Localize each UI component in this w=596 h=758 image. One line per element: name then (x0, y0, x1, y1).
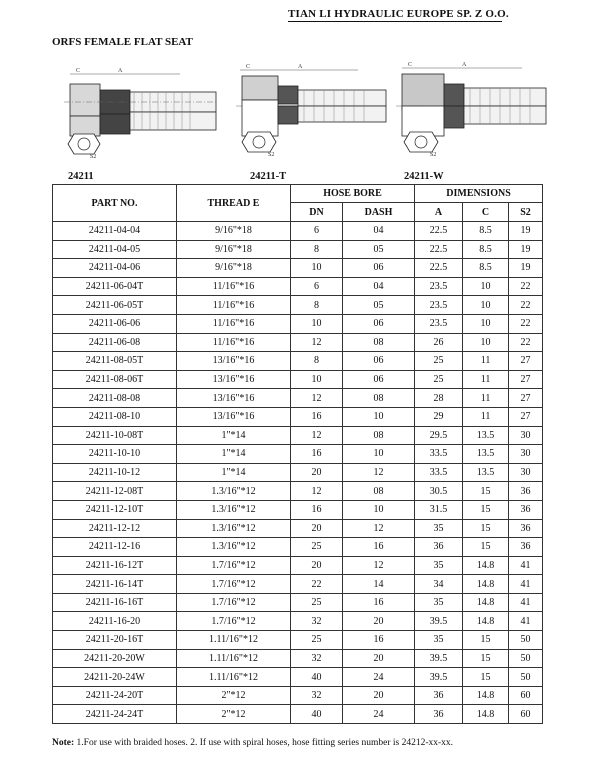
table-row (53, 407, 543, 426)
cell-a: 35 (415, 519, 463, 538)
cell-a: 29 (415, 407, 463, 426)
cell-thread: 11/16"*16 (177, 296, 291, 315)
cell-dash: 16 (343, 593, 415, 612)
table-row (53, 649, 543, 668)
cell-a: 36 (415, 538, 463, 557)
cell-s2: 19 (509, 240, 543, 259)
cell-dn: 12 (291, 333, 343, 352)
table-row (53, 222, 543, 241)
cell-dash: 24 (343, 705, 415, 724)
drawing-code-24211: 24211 (68, 171, 94, 182)
cell-dn: 32 (291, 686, 343, 705)
cell-part-no: 24211-06-04T (53, 277, 177, 296)
table-row (53, 538, 543, 557)
cell-s2: 41 (509, 593, 543, 612)
cell-a: 30.5 (415, 482, 463, 501)
cell-dn: 20 (291, 463, 343, 482)
header-dn: DN (291, 203, 343, 222)
cell-part-no: 24211-04-04 (53, 222, 177, 241)
cell-a: 29.5 (415, 426, 463, 445)
cell-dn: 32 (291, 649, 343, 668)
cell-c: 13.5 (463, 426, 509, 445)
table-row (53, 556, 543, 575)
cell-thread: 11/16"*16 (177, 314, 291, 333)
cell-part-no: 24211-08-05T (53, 352, 177, 371)
cell-s2: 36 (509, 538, 543, 557)
cell-s2: 60 (509, 705, 543, 724)
cell-dash: 10 (343, 407, 415, 426)
dim-label-a: A (298, 64, 303, 70)
note-label: Note: (52, 738, 75, 748)
cell-c: 14.8 (463, 556, 509, 575)
table-row (53, 259, 543, 278)
cell-c: 11 (463, 407, 509, 426)
dim-label-c: C (408, 62, 413, 68)
table-row (53, 631, 543, 650)
cell-s2: 36 (509, 500, 543, 519)
cell-part-no: 24211-10-12 (53, 463, 177, 482)
cell-s2: 22 (509, 333, 543, 352)
cell-s2: 50 (509, 649, 543, 668)
footnote (52, 738, 453, 748)
cell-thread: 1.3/16"*12 (177, 482, 291, 501)
drawing-code-24211-t: 24211-T (250, 171, 287, 182)
header-dimensions: DIMENSIONS (415, 185, 543, 203)
cell-dn: 12 (291, 426, 343, 445)
cell-s2: 36 (509, 519, 543, 538)
cell-dn: 8 (291, 352, 343, 371)
cell-dash: 05 (343, 240, 415, 259)
table-row (53, 686, 543, 705)
cell-c: 15 (463, 631, 509, 650)
cell-part-no: 24211-24-20T (53, 686, 177, 705)
cell-thread: 1.7/16"*12 (177, 612, 291, 631)
cell-a: 39.5 (415, 668, 463, 687)
cell-s2: 19 (509, 259, 543, 278)
header-part-no: PART NO. (53, 185, 177, 222)
cell-part-no: 24211-08-08 (53, 389, 177, 408)
cell-part-no: 24211-12-12 (53, 519, 177, 538)
cell-a: 35 (415, 593, 463, 612)
dim-label-s2: S2 (90, 154, 97, 160)
cell-dash: 16 (343, 538, 415, 557)
cell-thread: 13/16"*16 (177, 370, 291, 389)
cell-a: 22.5 (415, 222, 463, 241)
cell-s2: 36 (509, 482, 543, 501)
table-row (53, 240, 543, 259)
cell-thread: 9/16"*18 (177, 240, 291, 259)
dim-label-c: C (76, 68, 81, 74)
cell-thread: 1.7/16"*12 (177, 575, 291, 594)
cell-part-no: 24211-12-16 (53, 538, 177, 557)
page-title: ORFS FEMALE FLAT SEAT (52, 36, 193, 48)
cell-c: 15 (463, 538, 509, 557)
cell-dn: 8 (291, 296, 343, 315)
header-hose-bore: HOSE BORE (291, 185, 415, 203)
cell-thread: 1.7/16"*12 (177, 593, 291, 612)
cell-dn: 40 (291, 668, 343, 687)
cell-part-no: 24211-04-06 (53, 259, 177, 278)
dim-label-a: A (462, 62, 467, 68)
table-row (53, 668, 543, 687)
cell-dash: 12 (343, 463, 415, 482)
cell-part-no: 24211-04-05 (53, 240, 177, 259)
cell-s2: 30 (509, 463, 543, 482)
cell-dn: 6 (291, 222, 343, 241)
cell-s2: 27 (509, 407, 543, 426)
spec-table (52, 184, 543, 724)
cell-part-no: 24211-16-14T (53, 575, 177, 594)
cell-dn: 16 (291, 445, 343, 464)
cell-c: 11 (463, 389, 509, 408)
cell-dn: 25 (291, 631, 343, 650)
cell-dn: 32 (291, 612, 343, 631)
cell-s2: 50 (509, 668, 543, 687)
cell-part-no: 24211-24-24T (53, 705, 177, 724)
cell-dash: 05 (343, 296, 415, 315)
cell-dash: 12 (343, 556, 415, 575)
cell-part-no: 24211-06-08 (53, 333, 177, 352)
cell-a: 31.5 (415, 500, 463, 519)
cell-part-no: 24211-12-10T (53, 500, 177, 519)
cell-thread: 11/16"*16 (177, 333, 291, 352)
cell-c: 11 (463, 370, 509, 389)
cell-s2: 27 (509, 370, 543, 389)
cell-c: 10 (463, 333, 509, 352)
cell-a: 22.5 (415, 240, 463, 259)
cell-thread: 1.3/16"*12 (177, 519, 291, 538)
cell-part-no: 24211-08-06T (53, 370, 177, 389)
table-row (53, 277, 543, 296)
cell-dash: 06 (343, 352, 415, 371)
cell-a: 35 (415, 631, 463, 650)
table-row (53, 389, 543, 408)
cell-thread: 1"*14 (177, 463, 291, 482)
cell-thread: 1.11/16"*12 (177, 649, 291, 668)
cell-part-no: 24211-16-12T (53, 556, 177, 575)
cell-dash: 04 (343, 222, 415, 241)
cell-dn: 16 (291, 500, 343, 519)
table-row (53, 500, 543, 519)
cell-s2: 22 (509, 277, 543, 296)
cell-thread: 2"*12 (177, 686, 291, 705)
cell-c: 13.5 (463, 445, 509, 464)
cell-thread: 1.11/16"*12 (177, 668, 291, 687)
cell-part-no: 24211-12-08T (53, 482, 177, 501)
cell-thread: 9/16"*18 (177, 222, 291, 241)
cell-thread: 1.3/16"*12 (177, 538, 291, 557)
table-row (53, 296, 543, 315)
cell-s2: 19 (509, 222, 543, 241)
cell-dn: 20 (291, 556, 343, 575)
cell-c: 14.8 (463, 593, 509, 612)
cell-c: 14.8 (463, 612, 509, 631)
cell-dn: 6 (291, 277, 343, 296)
fitting-drawing-24211 (50, 60, 220, 160)
table-row (53, 426, 543, 445)
cell-a: 35 (415, 556, 463, 575)
fitting-drawing-24211-w (392, 60, 548, 160)
dim-label-a: A (118, 68, 123, 74)
cell-a: 26 (415, 333, 463, 352)
cell-a: 33.5 (415, 463, 463, 482)
cell-c: 15 (463, 649, 509, 668)
cell-c: 10 (463, 296, 509, 315)
cell-a: 25 (415, 370, 463, 389)
cell-s2: 41 (509, 612, 543, 631)
cell-a: 33.5 (415, 445, 463, 464)
cell-c: 8.5 (463, 259, 509, 278)
cell-c: 8.5 (463, 222, 509, 241)
cell-dn: 25 (291, 593, 343, 612)
cell-dn: 8 (291, 240, 343, 259)
cell-dn: 10 (291, 370, 343, 389)
cell-part-no: 24211-08-10 (53, 407, 177, 426)
table-row (53, 463, 543, 482)
cell-part-no: 24211-16-20 (53, 612, 177, 631)
cell-a: 23.5 (415, 277, 463, 296)
table-row (53, 612, 543, 631)
cell-a: 36 (415, 686, 463, 705)
cell-dash: 06 (343, 314, 415, 333)
cell-dash: 10 (343, 500, 415, 519)
cell-c: 14.8 (463, 705, 509, 724)
cell-c: 15 (463, 500, 509, 519)
cell-c: 8.5 (463, 240, 509, 259)
cell-thread: 1"*14 (177, 426, 291, 445)
dim-label-s2: S2 (430, 152, 437, 158)
cell-c: 15 (463, 482, 509, 501)
cell-dash: 14 (343, 575, 415, 594)
cell-dn: 20 (291, 519, 343, 538)
cell-dash: 10 (343, 445, 415, 464)
cell-dash: 08 (343, 389, 415, 408)
cell-a: 22.5 (415, 259, 463, 278)
cell-s2: 27 (509, 352, 543, 371)
company-name: TIAN LI HYDRAULIC EUROPE SP. Z O.O. (288, 8, 509, 20)
cell-thread: 9/16"*18 (177, 259, 291, 278)
cell-a: 23.5 (415, 314, 463, 333)
cell-part-no: 24211-20-24W (53, 668, 177, 687)
cell-a: 34 (415, 575, 463, 594)
table-row (53, 314, 543, 333)
cell-thread: 2"*12 (177, 705, 291, 724)
cell-a: 28 (415, 389, 463, 408)
cell-s2: 41 (509, 556, 543, 575)
note-text: 1.For use with braided hoses. 2. If use with spiral hoses, hose fitting series number is 24212-xx-xx. (74, 738, 454, 748)
cell-c: 15 (463, 519, 509, 538)
cell-c: 14.8 (463, 575, 509, 594)
header-dash: DASH (343, 203, 415, 222)
cell-a: 25 (415, 352, 463, 371)
cell-dash: 08 (343, 426, 415, 445)
cell-thread: 1.3/16"*12 (177, 500, 291, 519)
table-row (53, 705, 543, 724)
cell-thread: 1"*14 (177, 445, 291, 464)
cell-part-no: 24211-06-05T (53, 296, 177, 315)
cell-dn: 10 (291, 259, 343, 278)
table-row (53, 370, 543, 389)
cell-dn: 40 (291, 705, 343, 724)
cell-s2: 22 (509, 314, 543, 333)
cell-dash: 06 (343, 259, 415, 278)
cell-part-no: 24211-06-06 (53, 314, 177, 333)
cell-a: 39.5 (415, 649, 463, 668)
drawing-code-24211-w: 24211-W (404, 171, 444, 182)
cell-s2: 30 (509, 445, 543, 464)
table-row (53, 575, 543, 594)
cell-c: 14.8 (463, 686, 509, 705)
cell-part-no: 24211-16-16T (53, 593, 177, 612)
header-a: A (415, 203, 463, 222)
dim-label-s2: S2 (268, 152, 275, 158)
table-row (53, 445, 543, 464)
cell-dash: 06 (343, 370, 415, 389)
table-row (53, 519, 543, 538)
cell-thread: 13/16"*16 (177, 407, 291, 426)
cell-c: 15 (463, 668, 509, 687)
cell-thread: 13/16"*16 (177, 352, 291, 371)
header-c: C (463, 203, 509, 222)
cell-dash: 12 (343, 519, 415, 538)
header-thread: THREAD E (177, 185, 291, 222)
cell-part-no: 24211-20-16T (53, 631, 177, 650)
cell-part-no: 24211-10-08T (53, 426, 177, 445)
cell-dash: 20 (343, 612, 415, 631)
cell-c: 10 (463, 314, 509, 333)
cell-dn: 12 (291, 389, 343, 408)
cell-dash: 20 (343, 686, 415, 705)
spec-table-body (53, 222, 543, 724)
cell-s2: 27 (509, 389, 543, 408)
cell-dn: 22 (291, 575, 343, 594)
cell-dn: 10 (291, 314, 343, 333)
cell-thread: 13/16"*16 (177, 389, 291, 408)
header-s2: S2 (509, 203, 543, 222)
cell-s2: 22 (509, 296, 543, 315)
cell-thread: 1.11/16"*12 (177, 631, 291, 650)
cell-thread: 1.7/16"*12 (177, 556, 291, 575)
cell-part-no: 24211-20-20W (53, 649, 177, 668)
table-row (53, 482, 543, 501)
cell-a: 39.5 (415, 612, 463, 631)
cell-s2: 50 (509, 631, 543, 650)
cell-c: 11 (463, 352, 509, 371)
cell-dash: 04 (343, 277, 415, 296)
cell-dn: 25 (291, 538, 343, 557)
cell-thread: 11/16"*16 (177, 277, 291, 296)
cell-a: 23.5 (415, 296, 463, 315)
table-row (53, 352, 543, 371)
fitting-drawing-24211-t (228, 60, 388, 160)
cell-s2: 30 (509, 426, 543, 445)
cell-c: 10 (463, 277, 509, 296)
cell-part-no: 24211-10-10 (53, 445, 177, 464)
table-row (53, 593, 543, 612)
cell-s2: 41 (509, 575, 543, 594)
table-row (53, 333, 543, 352)
cell-dash: 20 (343, 649, 415, 668)
cell-a: 36 (415, 705, 463, 724)
cell-dash: 08 (343, 482, 415, 501)
dim-label-c: C (246, 64, 251, 70)
cell-c: 13.5 (463, 463, 509, 482)
cell-dn: 16 (291, 407, 343, 426)
cell-dash: 16 (343, 631, 415, 650)
cell-s2: 60 (509, 686, 543, 705)
cell-dash: 08 (343, 333, 415, 352)
cell-dn: 12 (291, 482, 343, 501)
cell-dash: 24 (343, 668, 415, 687)
